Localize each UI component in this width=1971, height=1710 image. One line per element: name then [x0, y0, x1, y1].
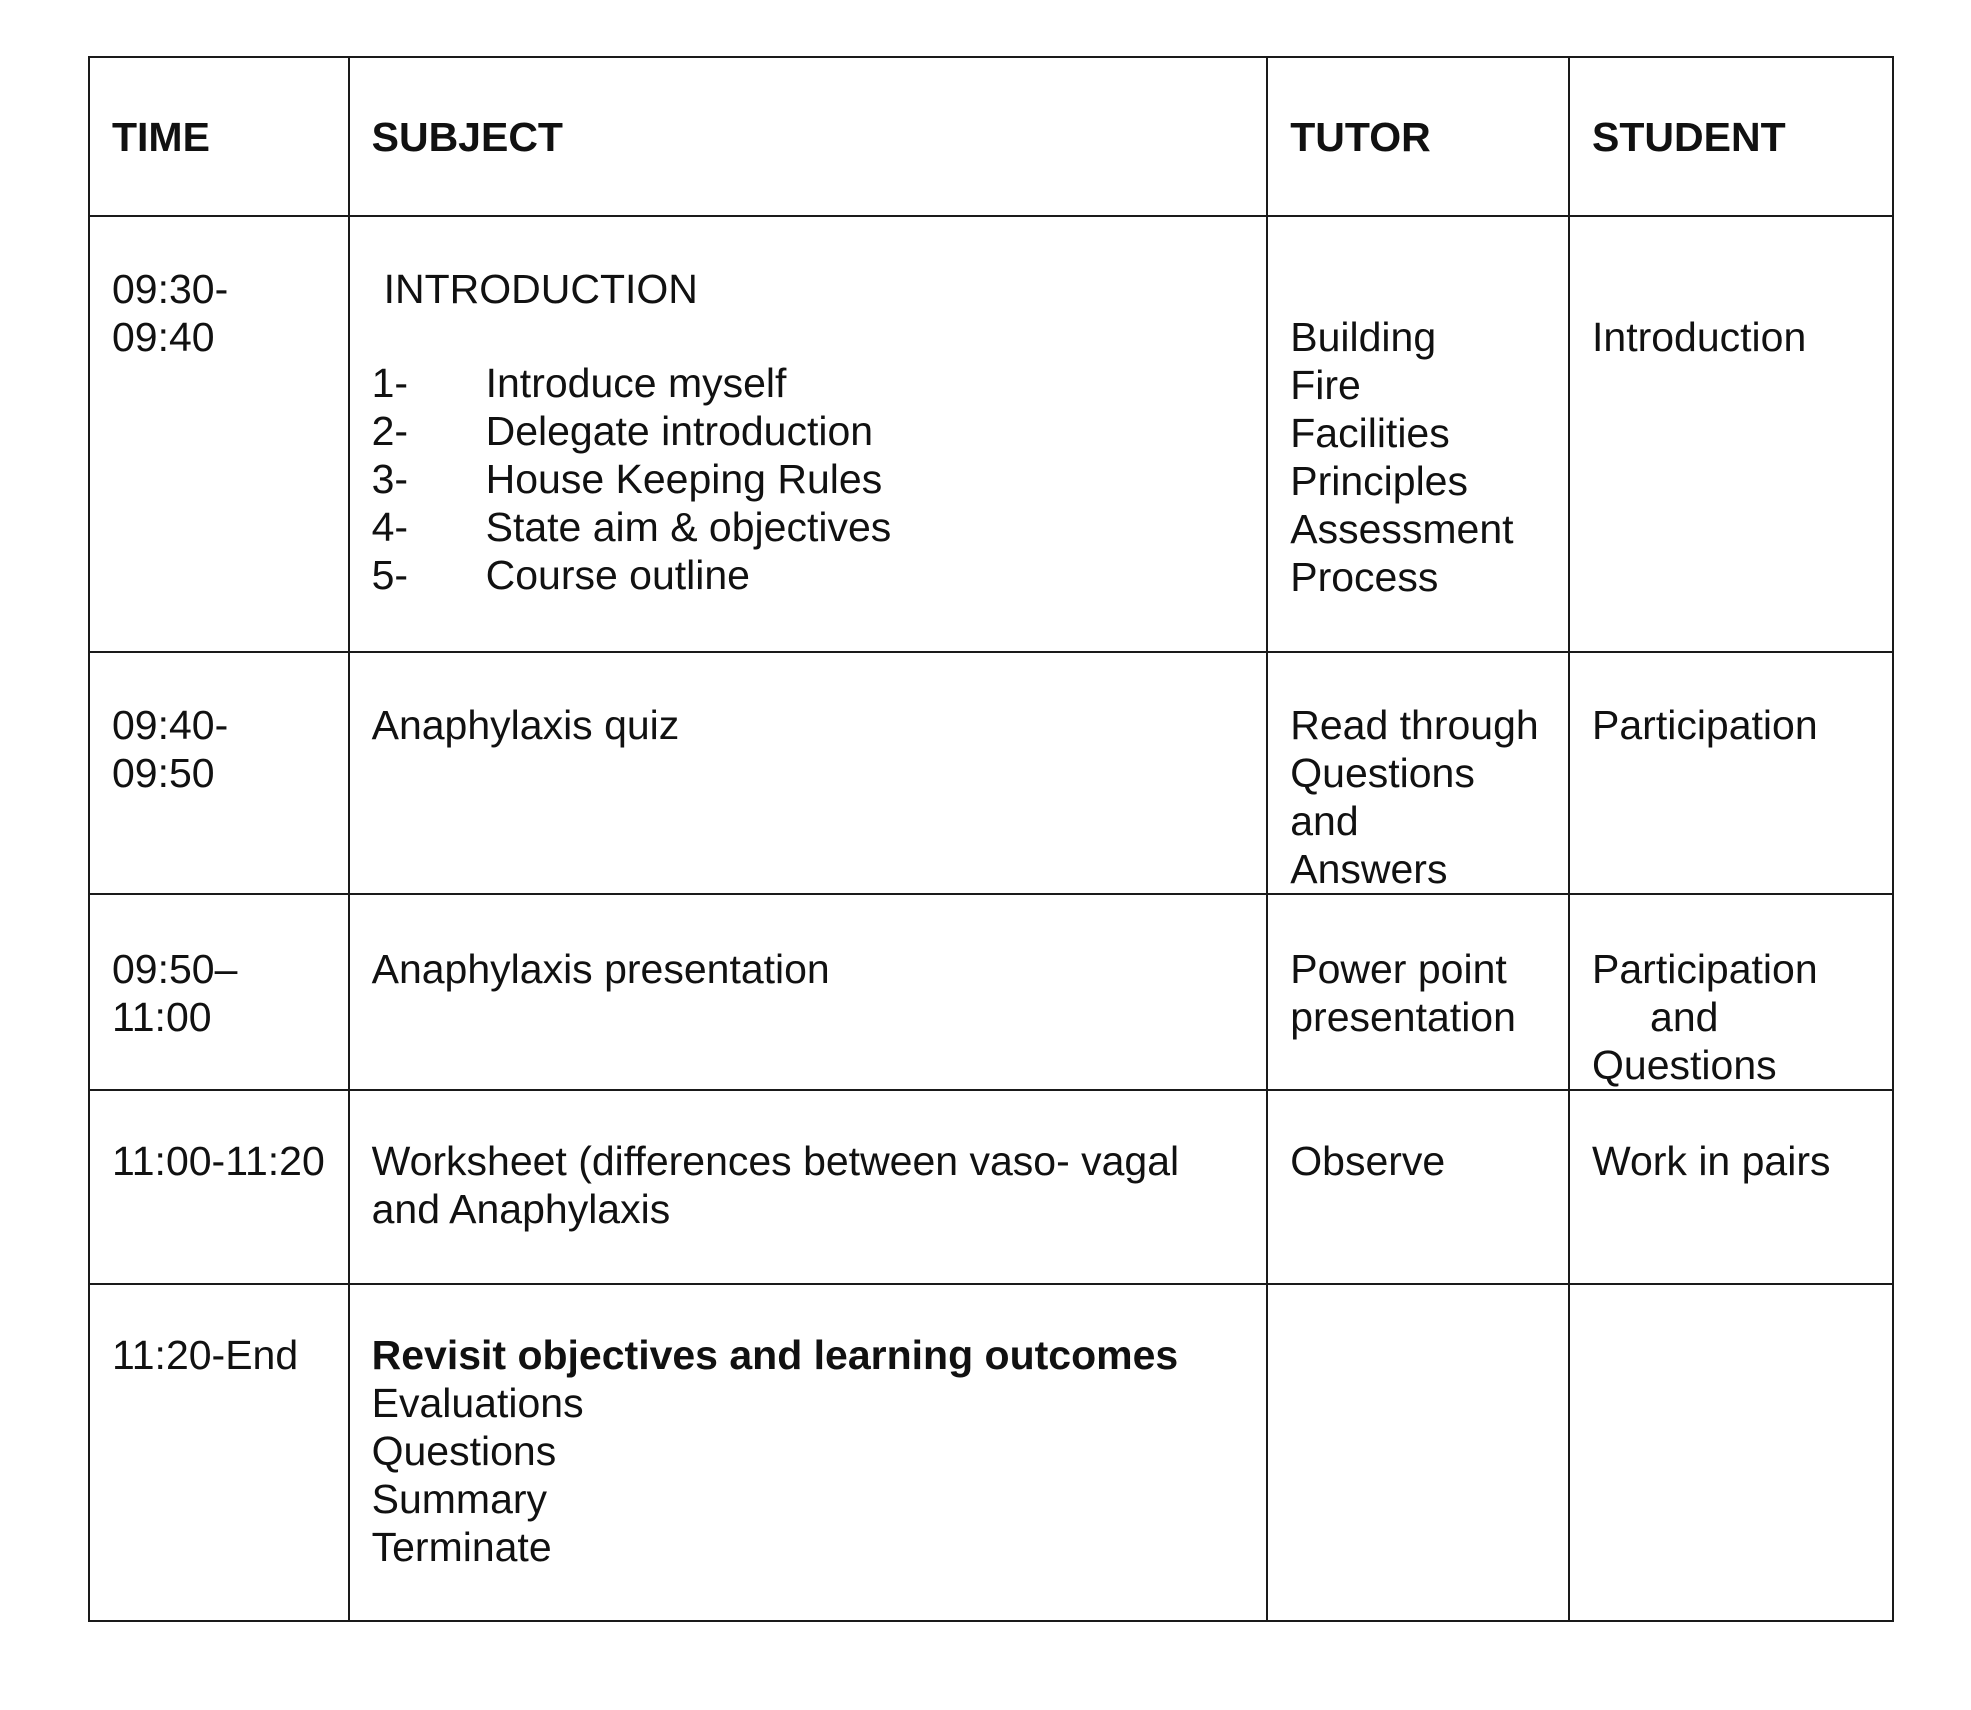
table-row — [89, 894, 1893, 1090]
list-item — [372, 551, 1245, 599]
tutor-line: presentation — [1290, 994, 1516, 1040]
student-cell — [1569, 216, 1893, 652]
header-student: STUDENT — [1569, 57, 1893, 216]
subject-text: Anaphylaxis presentation — [371, 946, 830, 992]
subject-text: Anaphylaxis quiz — [371, 702, 680, 748]
tutor-cell — [1267, 652, 1569, 894]
item-text: Course outline — [485, 552, 750, 598]
header-tutor: TUTOR — [1267, 57, 1569, 216]
tutor-line: Process — [1290, 554, 1439, 600]
item-number: 1- — [371, 360, 409, 406]
list-item — [372, 359, 1245, 407]
subject-cell — [349, 1090, 1268, 1284]
student-line: Introduction — [1592, 314, 1807, 360]
time-value: 09:50–11:00 — [112, 946, 238, 1040]
subject-line: Terminate — [371, 1524, 552, 1570]
subject-line: and Anaphylaxis — [371, 1186, 671, 1232]
subject-list — [372, 359, 1245, 599]
item-text: Delegate introduction — [485, 408, 874, 454]
time-value: 11:20-End — [112, 1332, 299, 1378]
subject-cell — [349, 216, 1268, 652]
student-line: Participation — [1592, 702, 1818, 748]
time-cell — [89, 1090, 349, 1284]
student-line: Questions — [1592, 1042, 1777, 1088]
item-text: State aim & objectives — [485, 504, 892, 550]
table-row — [89, 1284, 1893, 1621]
tutor-line: Answers — [1290, 846, 1448, 892]
tutor-line: Questions and — [1290, 750, 1475, 844]
subject-title: INTRODUCTION — [383, 266, 698, 312]
table-row — [89, 652, 1893, 894]
subject-line: Questions — [371, 1428, 557, 1474]
lesson-plan-table — [88, 56, 1894, 1622]
time-cell — [89, 1284, 349, 1621]
tutor-cell — [1267, 1284, 1569, 1621]
subject-bold-line: Revisit objectives and learning outcomes — [371, 1332, 1179, 1378]
student-cell — [1569, 652, 1893, 894]
time-value: 09:40-09:50 — [112, 702, 229, 796]
tutor-cell — [1267, 1090, 1569, 1284]
subject-cell — [349, 652, 1268, 894]
student-cell — [1569, 1284, 1893, 1621]
subject-line: Summary — [371, 1476, 548, 1522]
student-line: Participation — [1592, 946, 1818, 992]
item-number: 4- — [371, 504, 409, 550]
student-line: and — [1650, 994, 1719, 1040]
tutor-line: Fire — [1290, 362, 1361, 408]
subject-cell — [349, 894, 1268, 1090]
item-number: 5- — [371, 552, 409, 598]
time-value: 09:30-09:40 — [112, 266, 229, 360]
table-row — [89, 1090, 1893, 1284]
item-text: Introduce myself — [485, 360, 787, 406]
tutor-line: Read through — [1290, 702, 1539, 748]
list-item — [372, 455, 1245, 503]
tutor-line: Building — [1290, 314, 1437, 360]
student-cell — [1569, 1090, 1893, 1284]
table-row — [89, 216, 1893, 652]
time-cell — [89, 894, 349, 1090]
tutor-line: Power point — [1290, 946, 1507, 992]
time-value: 11:00-11:20 — [112, 1138, 325, 1184]
table-header-row — [89, 57, 1893, 216]
tutor-line: Assessment — [1290, 506, 1514, 552]
time-cell — [89, 216, 349, 652]
item-number: 2- — [371, 408, 409, 454]
time-cell — [89, 652, 349, 894]
subject-line: Worksheet (differences between vaso- vagal — [371, 1138, 1180, 1184]
student-line: Work in pairs — [1592, 1138, 1831, 1184]
list-item — [372, 407, 1245, 455]
tutor-line: Principles — [1290, 458, 1468, 504]
header-subject: SUBJECT — [349, 57, 1268, 216]
subject-cell — [349, 1284, 1268, 1621]
subject-line: Evaluations — [371, 1380, 584, 1426]
list-item — [372, 503, 1245, 551]
header-time: TIME — [89, 57, 349, 216]
tutor-line: Facilities — [1290, 410, 1450, 456]
item-number: 3- — [371, 456, 409, 502]
tutor-line: Observe — [1290, 1138, 1446, 1184]
tutor-cell — [1267, 894, 1569, 1090]
student-cell — [1569, 894, 1893, 1090]
item-text: House Keeping Rules — [485, 456, 883, 502]
tutor-cell — [1267, 216, 1569, 652]
